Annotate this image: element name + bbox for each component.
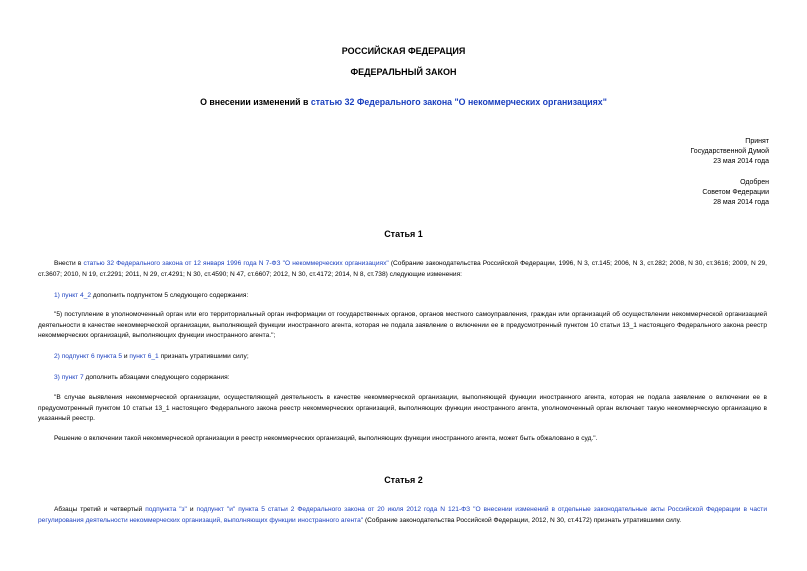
adoption-duma (690, 137, 769, 167)
article2-text-a: Абзацы третий и четвертый (54, 506, 146, 513)
item2-link2[interactable]: пункт 6_1 (129, 353, 159, 360)
title-prefix: О внесении изменений в (200, 97, 311, 107)
article1-intro (38, 259, 767, 280)
intro-law-link[interactable]: статью 32 Федерального закона от 12 января 1996 года N 7-ФЗ "О некоммерческих организациях" (83, 260, 389, 267)
item2-mid: и (122, 353, 130, 360)
article2-heading: Статья 2 (384, 475, 423, 485)
approved-body: Советом Федерации (702, 189, 769, 196)
item3-link[interactable]: пункт 7 (61, 374, 84, 381)
doc-type-heading: ФЕДЕРАЛЬНЫЙ ЗАКОН (350, 67, 457, 77)
approved-date: 28 мая 2014 года (713, 199, 769, 206)
accepted-date: 23 мая 2014 года (713, 158, 769, 165)
item3 (54, 373, 230, 383)
item1-num[interactable]: 1) (54, 292, 62, 299)
item3-num[interactable]: 3) (54, 374, 62, 381)
approved-label: Одобрен (740, 179, 769, 186)
intro-text-a: Внести в (54, 260, 84, 267)
quote2: "В случае выявления некоммерческой организации, осуществляющей деятельность в качестве некоммерческой организации, выполняющей функции иностранного агента, которая не подала заявление о включении ее в предусмотренный пунктом 10 статьи 13_1 настоящего Федерального закона реестр некоммерческих организаций, выполняющих функции иностранного агента, уполномоченный орган включает такую некоммерческую организацию в указанный реестр. (38, 394, 767, 423)
accepted-label: Принят (745, 138, 769, 145)
quote3: Решение о включении такой некоммерческой организации в реестр некоммерческих организаций, выполняющих функции иностранного агента, может быть обжаловано в суд.". (54, 435, 598, 442)
item2-text: признать утратившими силу; (158, 353, 249, 360)
item1 (54, 291, 248, 301)
intro-text-b: (Собрание законодательства Российской Федерации, 1996, N 3, ст.145; 2006, N 3, ст.282; 2008, N 30, ст.3616; 2009, N 29, ст.3607; 2010, N 19, ст.2291; 2011, N 29, ст.4291; N 30, ст.4590; N 47, ст.6607; 2012, N 30, ст.4172; 2014, N 8, ст.738) следующие изменения: (38, 260, 767, 278)
quote1: "5) поступление в уполномоченный орган или его территориальный орган информации от государственных органов, органов местного самоуправления, граждан или организаций об осуществлении некоммерческой организацией деятельности в качестве некоммерческой организации, выполняющей функции иностранного агента, которая не подала заявление о включении ее в предусмотренный пунктом 10 статьи 13_1 настоящего Федерального закона реестр некоммерческих организаций, выполняющих функции иностранного агента."; (38, 311, 767, 340)
article2-text (38, 505, 767, 526)
item1-link[interactable]: пункт 4_2 (61, 292, 92, 299)
item2 (54, 352, 249, 362)
title-link[interactable]: статью 32 Федерального закона "О некоммерческих организациях" (310, 97, 607, 107)
article1-heading: Статья 1 (384, 229, 423, 239)
item2-num[interactable]: 2) (54, 353, 62, 360)
article2-text-b: и (186, 506, 197, 513)
document-title (0, 97, 807, 107)
country-heading: РОССИЙСКАЯ ФЕДЕРАЦИЯ (341, 46, 466, 56)
accepted-body: Государственной Думой (690, 148, 769, 155)
item2-link1[interactable]: подпункт 6 пункта 5 (61, 353, 123, 360)
item1-text: дополнить подпунктом 5 следующего содержания: (91, 292, 249, 299)
article2-text-c: (Собрание законодательства Российской Федерации, 2012, N 30, ст.4172) признать утратившими силу. (363, 516, 682, 524)
item3-text: дополнить абзацами следующего содержания: (83, 374, 230, 381)
article2-link2[interactable]: подпункт "и" пункта 5 статьи 2 Федерального закона от 20 июля 2012 года N 121-ФЗ "О внесении изменений в отдельные законодательные акты Российской Федерации в части регулирования деятельности некоммерческих организаций, выполняющих функции иностранного агента" (38, 506, 767, 524)
adoption-council (702, 178, 769, 208)
article2-link1[interactable]: подпункта "з" (145, 506, 187, 513)
